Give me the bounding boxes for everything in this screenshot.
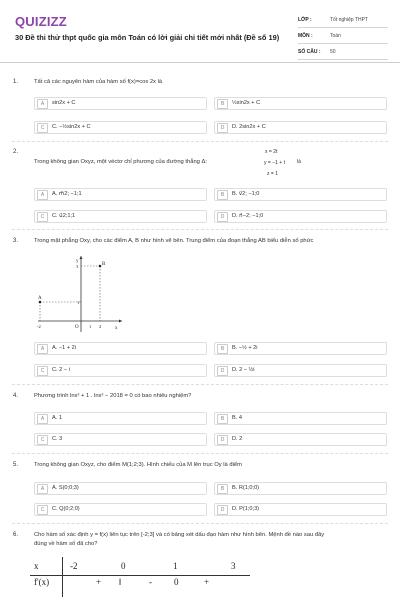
divider [12, 523, 388, 524]
table-cell: x [34, 561, 39, 571]
option-text: ½sin2x + C [232, 100, 261, 106]
option-letter: B [217, 414, 228, 424]
option-letter: C [37, 123, 48, 133]
option-text: C. −½sin2x + C [52, 124, 91, 130]
option-letter: D [217, 435, 228, 445]
question-number: 1. [13, 79, 19, 85]
option-letter: B [217, 99, 228, 109]
tick-x-neg2: -2 [37, 324, 41, 329]
point-b-dot [99, 265, 102, 268]
option-letter: A [37, 484, 48, 494]
table-cell: + [96, 577, 102, 587]
info-label: MÔN : [298, 32, 313, 39]
divider [12, 384, 388, 385]
divider [12, 453, 388, 454]
option-letter: A [37, 344, 48, 354]
question-text: Trong không gian Oxyz, cho điểm M(1;2;3). Hình chiếu của M lên trục Oy là điểm [34, 462, 242, 468]
header [0, 0, 400, 63]
info-value: Tốt nghiệp THPT [330, 16, 368, 23]
option-text: C. u⃗2;1;1 [52, 213, 76, 219]
option-d[interactable] [214, 364, 387, 377]
question-number: 5. [13, 462, 19, 468]
info-label: LỚP : [298, 16, 312, 23]
option-letter: D [217, 366, 228, 376]
tick-x-1: 1 [89, 324, 92, 329]
option-text: C. Q(0;2;0) [52, 506, 80, 512]
tick-x-2: 2 [99, 324, 102, 329]
info-row-class [298, 12, 388, 28]
divider [12, 141, 388, 142]
option-text: B. 4 [232, 415, 242, 421]
option-text: A. S(0;0;3) [52, 485, 79, 491]
option-a[interactable] [34, 342, 207, 355]
system-eq-3: z = 1 [267, 171, 278, 177]
point-a-label: A [38, 296, 42, 301]
option-d[interactable] [214, 503, 387, 516]
y-axis-arrow [80, 256, 83, 259]
option-text: D. P(1;0;3) [232, 506, 260, 512]
quizizz-logo: QUIZIZZ [15, 14, 67, 29]
option-letter: C [37, 212, 48, 222]
info-panel [298, 12, 388, 60]
option-letter: D [217, 212, 228, 222]
info-row-count [298, 44, 388, 60]
option-letter: A [37, 414, 48, 424]
table-cell: f'(x) [34, 577, 50, 587]
page-title: 30 Đề thi thử thpt quốc gia môn Toán có lời giải chi tiết mới nhất (Đề số 19) [15, 33, 280, 42]
table-cell: - [149, 577, 152, 587]
option-a[interactable] [34, 188, 207, 201]
table-vline [62, 557, 63, 597]
option-text: D. n⃗−2; −1;0 [232, 213, 264, 219]
question-number: 3. [13, 238, 19, 244]
option-letter: C [37, 435, 48, 445]
info-value: Toán [330, 32, 341, 39]
option-a[interactable] [34, 482, 207, 495]
question-text: Trong không gian Oxyz, một véctơ chỉ phương của đường thẳng Δ: [34, 159, 207, 165]
option-text: A. m⃗2; −1;1 [52, 191, 82, 197]
option-text: D. 2sin2x + C [232, 124, 266, 130]
option-letter: B [217, 484, 228, 494]
option-b[interactable] [214, 97, 387, 110]
question-text: Phương trình lnx² + 1 . lnx² − 2018 = 0 có bao nhiêu nghiệm? [34, 393, 192, 399]
x-axis-arrow [119, 320, 122, 323]
option-c[interactable] [34, 210, 207, 223]
question-text: Tất cả các nguyên hàm của hàm số f(x)=cos 2x là [34, 79, 163, 85]
option-letter: C [37, 505, 48, 515]
y-axis-label: y [76, 259, 79, 264]
option-d[interactable] [214, 433, 387, 446]
option-b[interactable] [214, 412, 387, 425]
x-axis-label: x [115, 326, 118, 331]
info-value: 50 [330, 48, 336, 55]
question-text: Trong mặt phẳng Oxy, cho các điểm A, B như hình vẽ bên. Trung điểm của đoạn thẳng AB biểu diễn số phức [34, 238, 314, 244]
option-b[interactable] [214, 188, 387, 201]
question-text-line2: đúng về hàm số đã cho? [34, 541, 98, 547]
option-d[interactable] [214, 121, 387, 134]
table-cell: 1 [173, 561, 178, 571]
option-letter: A [37, 190, 48, 200]
question-number: 6. [13, 532, 19, 538]
point-b-label: B [102, 262, 106, 267]
option-letter: D [217, 505, 228, 515]
option-text: sin2x + C [52, 100, 76, 106]
table-hline [30, 575, 250, 576]
divider [12, 229, 388, 230]
option-text: B. R(1;0;0) [232, 485, 260, 491]
sign-table [30, 557, 250, 597]
tick-y-1: 1 [77, 300, 80, 305]
option-letter: A [37, 99, 48, 109]
option-text: C. 3 [52, 436, 63, 442]
system-eq-1: x = 2t [265, 149, 278, 155]
table-cell: 0 [174, 577, 179, 587]
point-a-dot [39, 301, 42, 304]
question-number: 4. [13, 393, 19, 399]
option-letter: B [217, 344, 228, 354]
question-tail: là [297, 159, 301, 165]
table-cell: 0 [121, 561, 126, 571]
option-c[interactable] [34, 433, 207, 446]
option-a[interactable] [34, 412, 207, 425]
coordinate-graph [34, 254, 124, 334]
origin-label: O [75, 325, 79, 330]
table-cell: ‖ [119, 577, 122, 587]
option-text: D. 2 [232, 436, 243, 442]
option-d[interactable] [214, 210, 387, 223]
table-cell: -2 [70, 561, 78, 571]
tick-y-3: 3 [76, 264, 79, 269]
option-text: B. v⃗2; −1;0 [232, 191, 260, 197]
info-label: SỐ CÂU : [298, 48, 321, 55]
option-text: A. 1 [52, 415, 62, 421]
option-c[interactable] [34, 503, 207, 516]
option-a[interactable] [34, 97, 207, 110]
option-c[interactable] [34, 364, 207, 377]
info-row-subject [298, 28, 388, 44]
question-text: Cho hàm số xác định y = f(x) liên tục trên [-2;3] và có bảng xét dấu đạo hàm như hình bên. Mệnh đề nào sau đây [34, 532, 325, 538]
system-eq-2: y = −1 + t [264, 160, 285, 166]
option-b[interactable] [214, 342, 387, 355]
option-letter: B [217, 190, 228, 200]
question-number: 2. [13, 149, 19, 155]
option-text: D. 2 − ½i [232, 367, 255, 373]
table-cell: 3 [231, 561, 236, 571]
option-text: B. −½ + 2i [232, 345, 258, 351]
option-letter: C [37, 366, 48, 376]
option-c[interactable] [34, 121, 207, 134]
option-letter: D [217, 123, 228, 133]
option-text: A. −1 + 2i [52, 345, 76, 351]
option-text: C. 2 − i [52, 367, 70, 373]
table-cell: + [204, 577, 210, 587]
option-b[interactable] [214, 482, 387, 495]
